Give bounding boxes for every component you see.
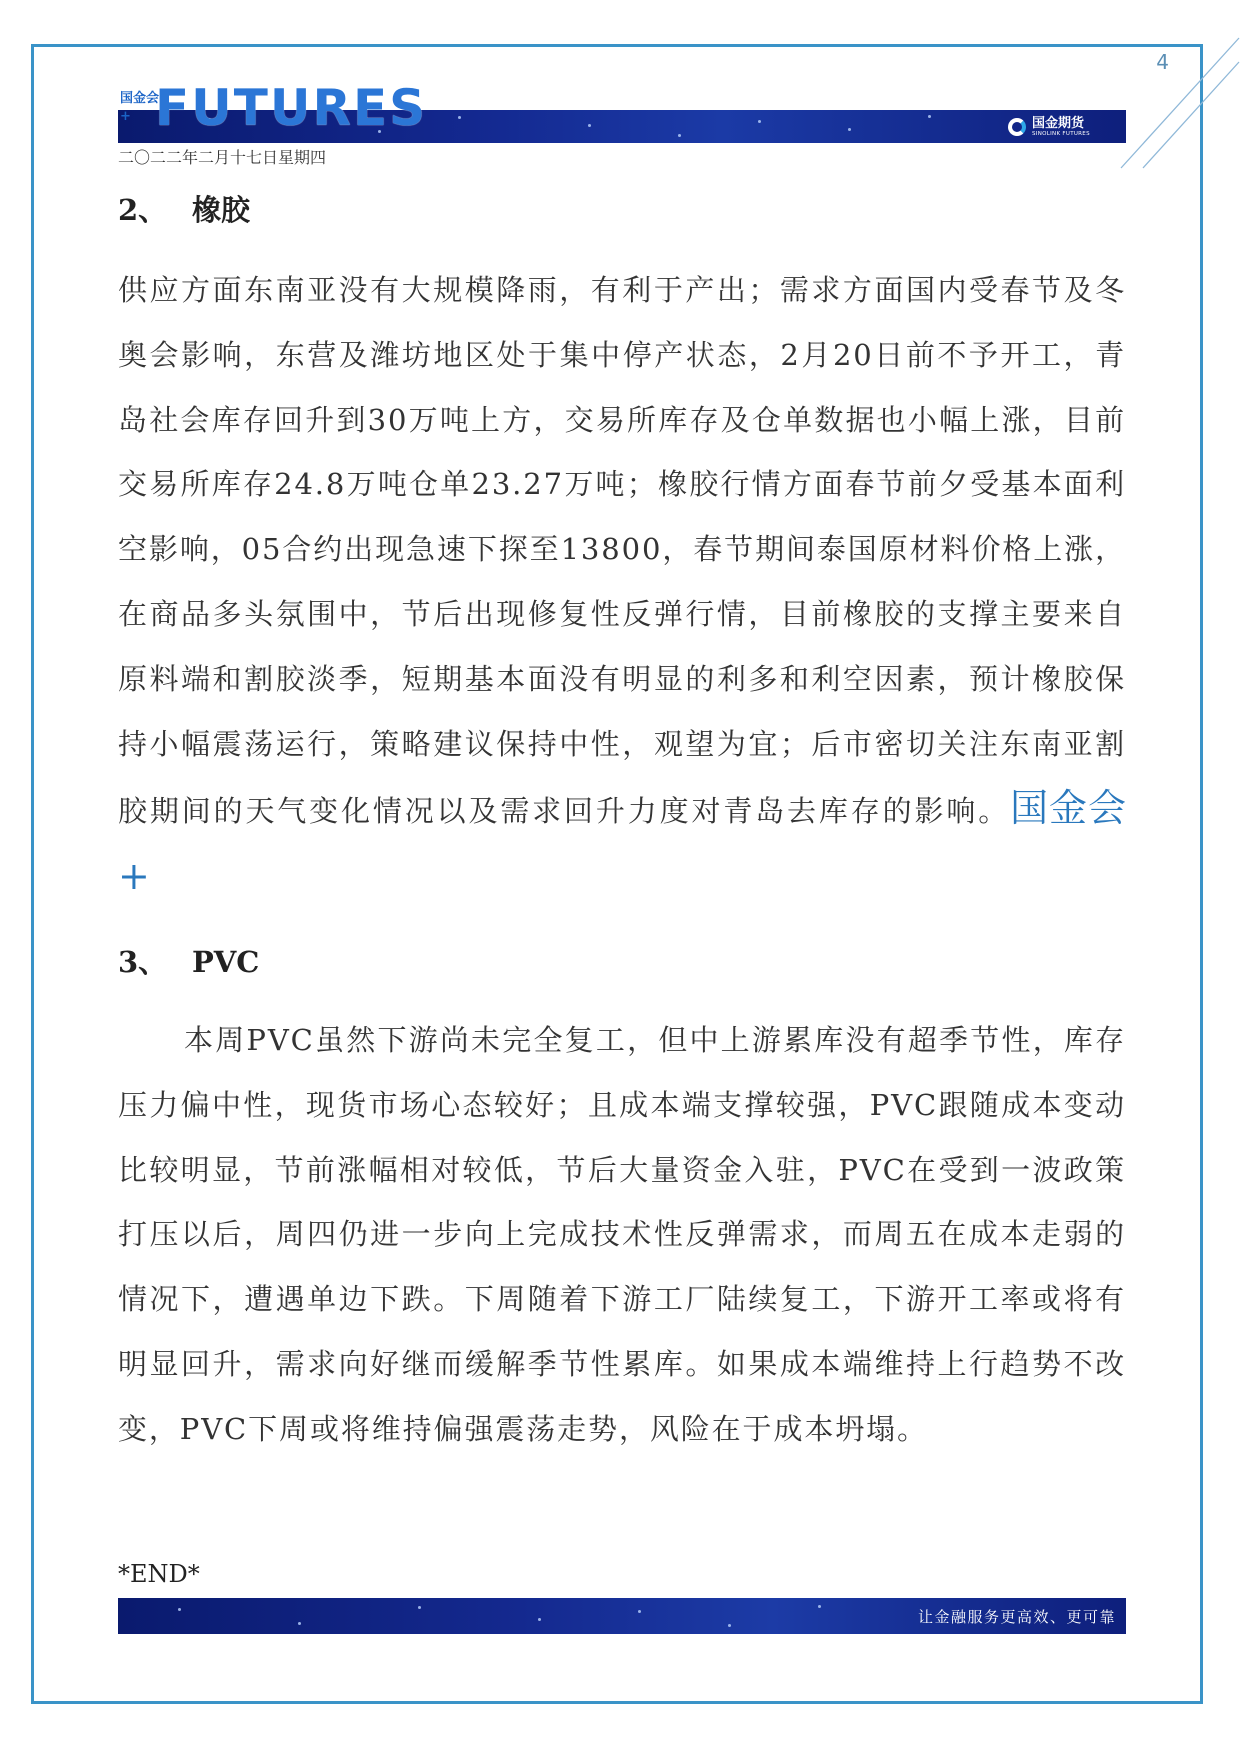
section-title: PVC (192, 945, 260, 979)
inline-watermark: 国金会+ (118, 786, 1126, 899)
company-logo (1008, 114, 1090, 140)
company-name-cn: 国金期货 (1032, 115, 1085, 131)
section-title: 橡胶 (192, 193, 251, 227)
section-heading-rubber (118, 188, 250, 229)
section-body-text: 本周PVC虽然下游尚未完全复工，但中上游累库没有超季节性，库存压力偏中性，现货市场心态较好；且成本端支撑较强，PVC跟随成本变动比较明显，节前涨幅相对较低，节后大量资金入驻，PVC在受到一波政策打压以后，周四仍进一步向上完成技术性反弹需求，而周五在成本走弱的情况下，遭遇单边下跌。下周随着下游工厂陆续复工，下游开工率或将有明显回升，需求向好继而缓解季节性累库。如果成本端维持上行趋势不改变，PVC下周或将维持偏强震荡走势，风险在于成本坍塌。 (118, 1023, 1126, 1446)
section-number: 2、 (118, 193, 168, 227)
company-name-en: SINOLINK FUTURES (1032, 130, 1090, 137)
report-date: 二〇二二年二月十七日星期四 (118, 148, 327, 167)
footer-slogan: 让金融服务更高效、更可靠 (917, 1608, 1116, 1626)
page-number: 4 (1156, 50, 1169, 74)
footer-banner (118, 1598, 1126, 1634)
section-body-pvc (118, 1008, 1126, 1462)
brand-wordmark: FUTURES (155, 79, 428, 137)
end-marker: *END* (118, 1560, 200, 1588)
section-number: 3、 (118, 945, 168, 979)
corner-decoration (1081, 0, 1241, 190)
section-heading-pvc (118, 940, 259, 981)
brand-mark-cn: 国金会+ (120, 91, 160, 124)
section-body-text: 供应方面东南亚没有大规模降雨，有利于产出；需求方面国内受春节及冬奥会影响，东营及潍坊地区处于集中停产状态，2月20日前不予开工，青岛社会库存回升到30万吨上方，交易所库存及仓单数据也小幅上涨，目前交易所库存24.8万吨仓单23.27万吨；橡胶行情方面春节前夕受基本面利空影响，05合约出现急速下探至13800，春节期间泰国原材料价格上涨，在商品多头氛围中，节后出现修复性反弹行情，目前橡胶的支撑主要来自原料端和割胶淡季，短期基本面没有明显的利多和利空因素，预计橡胶保持小幅震荡运行，策略建议保持中性，观望为宜；后市密切关注东南亚割胶期间的天气变化情况以及需求回升力度对青岛去库存的影响。 (118, 273, 1126, 829)
section-body-rubber (118, 258, 1126, 912)
company-logo-icon (1008, 118, 1026, 136)
